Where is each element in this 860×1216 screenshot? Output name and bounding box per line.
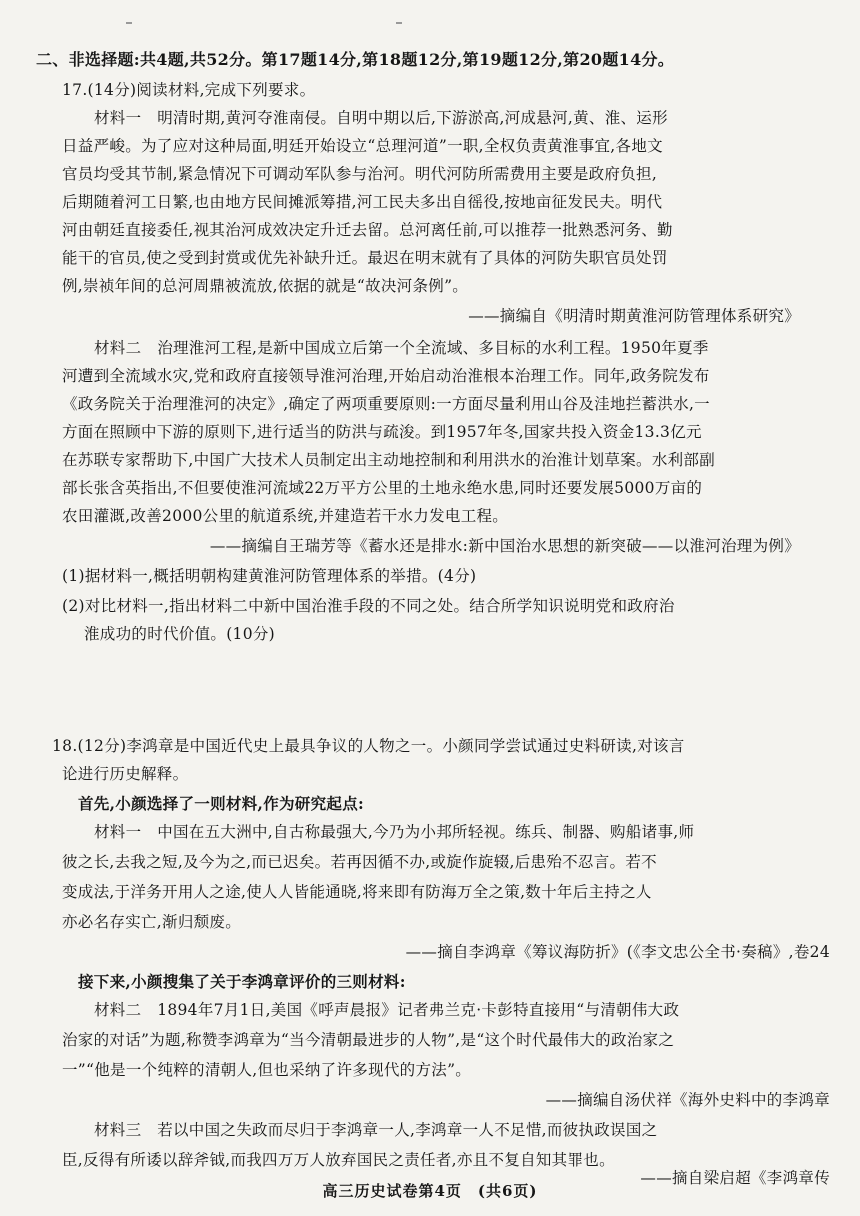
- page-footer: 高三历史试卷第4页 (共6页): [322, 1182, 538, 1200]
- text-line: 河由朝廷直接委任,视其治河成效决定升迁去留。总河离任前,可以推荐一批熟悉河务、勤: [62, 221, 673, 239]
- text-line: 能干的官员,使之受到封赏或优先补缺升迁。最迟在明末就有了具体的河防失职官员处罚: [62, 249, 668, 267]
- text-line: 材料三 若以中国之失政而尽归于李鸿章一人,李鸿章一人不足惜,而彼执政误国之: [94, 1121, 658, 1139]
- scan-mark: [396, 22, 402, 24]
- text-line: 官员均受其节制,紧急情况下可调动军队参与治河。明代河防所需费用主要是政府负担,: [62, 165, 658, 183]
- sub-question: (2)对比材料一,指出材料二中新中国治淮手段的不同之处。结合所学知识说明党和政府治: [62, 597, 675, 615]
- section-header: 二、非选择题:共4题,共52分。第17题14分,第18题12分,第19题12分,第20题14分。: [36, 50, 675, 69]
- source-citation: ——摘编自王瑞芳等《蓄水还是排水:新中国治水思想的新突破——以淮河治理为例》: [209, 537, 800, 555]
- text-line: 材料二 1894年7月1日,美国《呼声晨报》记者弗兰克·卡彭特直接用“与清朝伟大政: [94, 1001, 680, 1019]
- text-line: 材料二 治理淮河工程,是新中国成立后第一个全流域、多目标的水利工程。1950年夏季: [94, 339, 709, 357]
- text-line: 部长张含英指出,不但要使淮河流域22万平方公里的土地永绝水患,同时还要发展5000万亩的: [62, 479, 703, 497]
- text-line: 论进行历史解释。: [62, 765, 189, 783]
- text-line: 18.(12分)李鸿章是中国近代史上最具争议的人物之一。小颜同学尝试通过史料研读,对该言: [52, 737, 685, 755]
- text-line: 一”“他是一个纯粹的清朝人,但也采纳了许多现代的方法”。: [62, 1061, 472, 1079]
- text-line: 《政务院关于治理淮河的决定》,确定了两项重要原则:一方面尽量利用山谷及洼地拦蓄洪水,一: [62, 395, 710, 413]
- text-line: 农田灌溉,改善2000公里的航道系统,并建造若干水力发电工程。: [62, 507, 509, 525]
- text-line: 治家的对话”为题,称赞李鸿章为“当今清朝最进步的人物”,是“这个时代最伟大的政治家之: [62, 1031, 675, 1049]
- source-citation: ——摘自李鸿章《筹议海防折》(《李文忠公全书·奏稿》,卷24: [405, 943, 830, 961]
- text-line: 亦必名存实亡,渐归颓废。: [62, 913, 242, 931]
- text-line: 臣,反得有所诿以辞斧钺,而我四万万人放弃国民之责任者,亦且不复自知其罪也。: [62, 1151, 615, 1169]
- text-line: 在苏联专家帮助下,中国广大技术人员制定出主动地控制和利用洪水的治淮计划草案。水利部副: [62, 451, 716, 469]
- q18-step-2: 接下来,小颜搜集了关于李鸿章评价的三则材料:: [78, 972, 406, 991]
- text-line: 日益严峻。为了应对这种局面,明廷开始设立“总理河道”一职,全权负责黄淮事宜,各地文: [62, 137, 663, 155]
- source-citation: ——摘自梁启超《李鸿章传: [640, 1169, 830, 1187]
- text-line: 后期随着河工日繁,也由地方民间摊派筹措,河工民夫多出自徭役,按地亩征发民夫。明代: [62, 193, 663, 211]
- source-citation: ——摘编自《明清时期黄淮河防管理体系研究》: [468, 307, 800, 325]
- q18-step-1: 首先,小颜选择了一则材料,作为研究起点:: [78, 794, 365, 813]
- sub-question: 淮成功的时代价值。(10分): [84, 625, 276, 643]
- scan-mark: [126, 22, 132, 24]
- sub-question: (1)据材料一,概括明朝构建黄淮河防管理体系的举措。(4分): [62, 567, 477, 585]
- text-line: 材料一 中国在五大洲中,自古称最强大,今乃为小邦所轻视。练兵、制器、购船诸事,师: [94, 823, 695, 841]
- text-line: 材料一 明清时期,黄河夺淮南侵。自明中期以后,下游淤高,河成悬河,黄、淮、运形: [94, 109, 668, 127]
- q17-stem: 17.(14分)阅读材料,完成下列要求。: [62, 81, 316, 99]
- text-line: 例,崇祯年间的总河周鼎被流放,依据的就是“故决河条例”。: [62, 277, 469, 295]
- text-line: 河遭到全流域水灾,党和政府直接领导淮河治理,开始启动治淮根本治理工作。同年,政务院发布: [62, 367, 710, 385]
- text-line: 彼之长,去我之短,及今为之,而已迟矣。若再因循不办,或旋作旋辍,后患殆不忍言。若不: [62, 853, 657, 871]
- source-citation: ——摘编自汤伏祥《海外史料中的李鸿章: [545, 1091, 830, 1109]
- text-line: 方面在照顾中下游的原则下,进行适当的防洪与疏浚。到1957年冬,国家共投入资金13.3亿元: [62, 423, 702, 441]
- text-line: 变成法,于洋务开用人之途,使人人皆能通晓,将来即有防海万全之策,数十年后主持之人: [62, 883, 652, 901]
